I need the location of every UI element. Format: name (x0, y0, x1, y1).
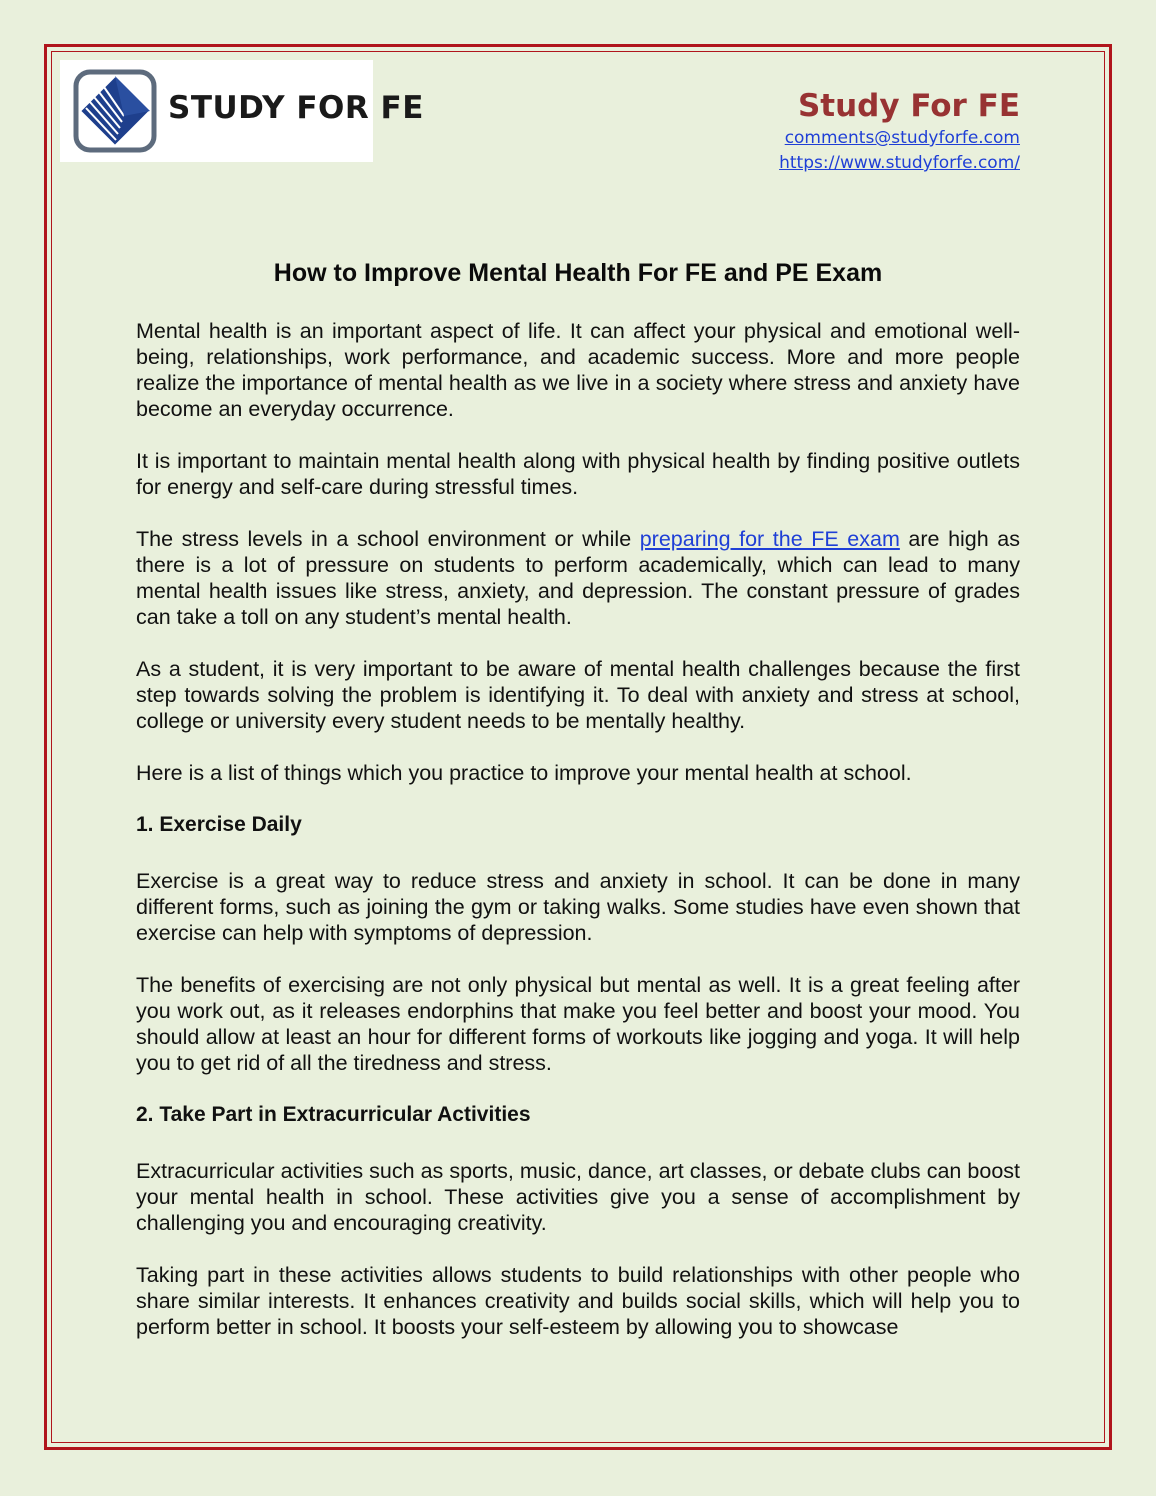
paragraph-maintain: It is important to maintain mental health along with physical health by finding positive outlets for energy and self-care during stressful times. (136, 449, 1020, 499)
book-logo-icon (72, 68, 158, 154)
paragraph-extracurricular: Extracurricular activities such as sports, music, dance, art classes, or debate clubs can boost your mental health in school. These activities give you a sense of accomplishment by challenging you and encouraging creativity. (136, 1159, 1020, 1235)
website-link[interactable]: https://www.studyforfe.com/ (779, 153, 1020, 173)
study-for-fe-logo (60, 60, 424, 162)
paragraph-stress-levels (136, 526, 1020, 630)
brand-title: Study For FE (797, 88, 1020, 124)
document-title: How to Improve Mental Health For FE and PE Exam (273, 259, 883, 287)
email-link[interactable]: comments@studyforfe.com (784, 128, 1020, 148)
paragraph-relationships: Taking part in these activities allows students to build relationships with other people who share similar interests. It enhances creativity and builds social skills, which will help you to perform better in school. It boosts your self-esteem by allowing you to showcase (136, 1263, 1020, 1339)
paragraph-text: The stress levels in a school environment or while (136, 527, 640, 551)
brand-header (779, 86, 1020, 176)
paragraph-exercise: Exercise is a great way to reduce stress and anxiety in school. It can be done in many different forms, such as joining the gym or taking walks. Some studies have even shown that exercise can help with symptoms of depression. (136, 869, 1020, 945)
paragraph-awareness: As a student, it is very important to be aware of mental health challenges because the first step towards solving the problem is identifying it. To deal with anxiety and stress at school, college or university every student needs to be mentally healthy. (136, 657, 1020, 733)
paragraph-list-intro: Here is a list of things which you practice to improve your mental health at school. (136, 761, 912, 785)
section-heading-extracurricular: 2. Take Part in Extracurricular Activities (136, 1103, 531, 1126)
paragraph-exercise-benefits: The benefits of exercising are not only physical but mental as well. It is a great feeling after you work out, as it releases endorphins that make you feel better and boost your mood. You should allow at least an hour for different forms of workouts like jogging and yoga. It will help you to get rid of all the tiredness and stress. (136, 973, 1020, 1075)
section-heading-exercise: 1. Exercise Daily (136, 813, 302, 836)
article-body (136, 318, 1020, 1340)
fe-exam-prep-link[interactable]: preparing for the FE exam (639, 527, 900, 551)
logo-text: STUDY FOR FE (168, 90, 424, 126)
paragraph-intro: Mental health is an important aspect of life. It can affect your physical and emotional well-being, relationships, work performance, and academic success. More and more people realize the importance of mental health as we live in a society where stress and anxiety have become an everyday occurrence. (136, 319, 1020, 421)
paragraph-text: are high as there is a lot of pressure on students to perform academically, which can lead to many mental health issues like stress, anxiety, and depression. The constant pressure of grades can take a toll on any student’s mental health. (136, 527, 1020, 629)
